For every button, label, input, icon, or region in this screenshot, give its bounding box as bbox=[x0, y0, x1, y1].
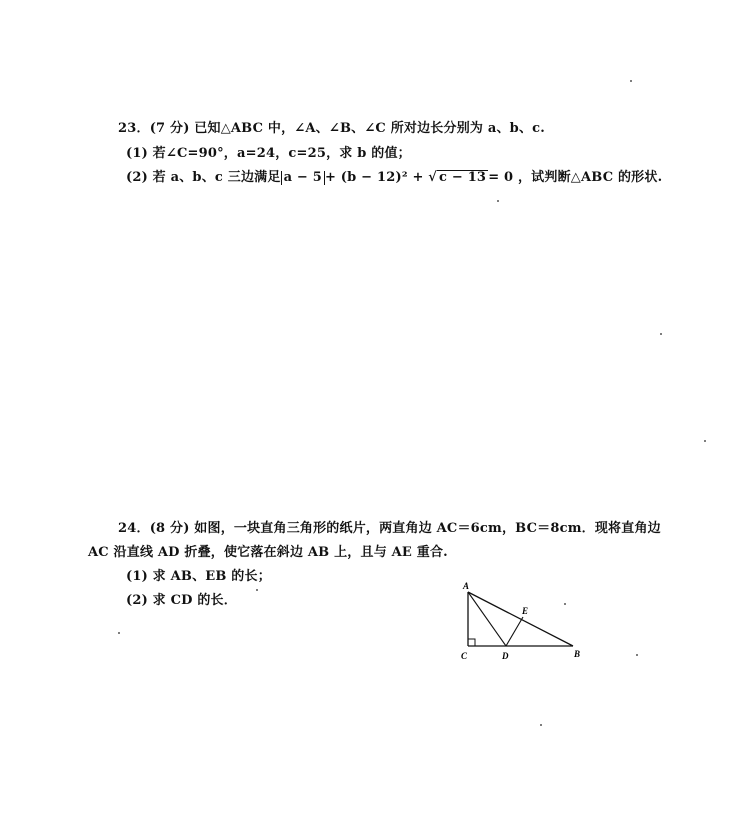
scan-speck bbox=[497, 200, 499, 202]
right-angle-marker bbox=[468, 639, 475, 646]
scan-speck bbox=[660, 333, 662, 335]
q23-part2-middle: + (b − 12)² + bbox=[324, 170, 429, 185]
q24-heading: 24．(8 分) 如图，一块直角三角形的纸片，两直角边 AC＝6cm，BC＝8cm．现将直角边 bbox=[118, 521, 661, 536]
q23-part1: (1) 若∠C=90°，a=24，c=25，求 b 的值； bbox=[126, 146, 411, 161]
scan-speck bbox=[630, 80, 632, 82]
scan-speck bbox=[256, 589, 258, 591]
scan-speck bbox=[704, 440, 706, 442]
q23-part2-prefix: (2) 若 a、b、c 三边满足 bbox=[126, 170, 281, 185]
scan-speck bbox=[118, 632, 120, 634]
scan-speck bbox=[564, 603, 566, 605]
label-c: C bbox=[461, 651, 468, 661]
label-e: E bbox=[522, 606, 529, 616]
q23-sqrt-expression: c − 13 bbox=[439, 170, 487, 185]
q23-part2-suffix: = 0 ，试判断△ABC 的形状. bbox=[488, 170, 663, 185]
q24-heading-cont: AC 沿直线 AD 折叠，使它落在斜边 AB 上，且与 AE 重合. bbox=[88, 545, 448, 560]
scan-speck bbox=[540, 724, 542, 726]
label-d: D bbox=[502, 651, 509, 661]
q23-part2: (2) 若 a、b、c 三边满足 a − 5 + (b − 12)² + √ c − 13 = 0 ，试判断△ABC 的形状. bbox=[126, 170, 663, 185]
segment-ad bbox=[468, 592, 506, 646]
segment-de bbox=[506, 617, 523, 646]
q23-heading: 23．(7 分) 已知△ABC 中，∠A、∠B、∠C 所对边长分别为 a、b、c. bbox=[118, 121, 545, 136]
q23-abs-expression: a − 5 bbox=[281, 171, 325, 185]
q24-part1: (1) 求 AB、EB 的长； bbox=[126, 569, 271, 584]
triangle-figure bbox=[455, 580, 595, 670]
q24-part2: (2) 求 CD 的长． bbox=[126, 593, 237, 608]
segment-ab bbox=[468, 592, 573, 646]
scan-speck bbox=[636, 654, 638, 656]
label-b: B bbox=[574, 649, 581, 659]
label-a: A bbox=[463, 581, 470, 591]
